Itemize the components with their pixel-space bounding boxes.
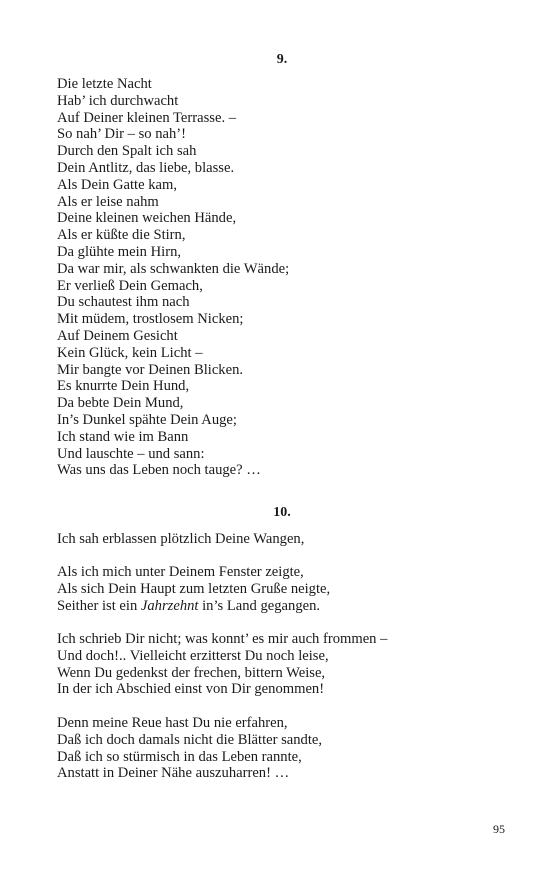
poem-line: Die letzte Nacht <box>57 76 152 92</box>
poem-number: 9. <box>276 52 288 67</box>
poem-10-stanza <box>57 715 527 782</box>
poem-line: Hab’ ich durchwacht <box>57 92 179 109</box>
poem-line: Da bebte Dein Mund, <box>57 395 184 412</box>
poem-line: Auf Deiner kleinen Terrasse. – <box>57 109 237 126</box>
poem-line <box>57 598 527 615</box>
poem-line: Als er küßte die Stirn, <box>57 227 186 244</box>
poem-line: Dein Antlitz, das liebe, blasse. <box>57 159 235 176</box>
poem-line: Deine kleinen weichen Hände, <box>57 210 237 227</box>
poem-line: Als sich Dein Haupt zum letzten Gruße neigte, <box>57 580 331 597</box>
poem-line: Da glühte mein Hirn, <box>57 243 182 260</box>
poem-line: Als er leise nahm <box>57 193 159 210</box>
poem-line: Da war mir, als schwankten die Wände; <box>57 260 290 277</box>
poem-line: Ich schrieb Dir nicht; was konnt’ es mir auch frommen – <box>57 631 388 647</box>
poem-line: Daß ich doch damals nicht die Blätter sandte, <box>57 731 323 748</box>
poem-10-stanza <box>57 631 527 698</box>
italic-word: Jahrzehnt <box>140 597 199 614</box>
poem-line: In’s Dunkel spähte Dein Auge; <box>57 411 237 428</box>
poem-line: Kein Glück, kein Licht – <box>57 344 203 361</box>
poem-line: Anstatt in Deiner Nähe auszuharren! … <box>57 765 290 782</box>
poem-10-stanza <box>57 531 527 548</box>
poem-line: Als ich mich unter Deinem Fenster zeigte, <box>57 564 304 580</box>
poem-line: Mir bangte vor Deinen Blicken. <box>57 361 244 378</box>
poem-line: Er verließ Dein Gemach, <box>57 277 203 294</box>
poem-line: Was uns das Leben noch tauge? … <box>57 462 261 479</box>
page-number: 95 <box>493 822 505 836</box>
poem-line: Denn meine Reue hast Du nie erfahren, <box>57 715 288 731</box>
line-text: in’s Land gegangen. <box>198 597 321 614</box>
poem-line: Ich sah erblassen plötzlich Deine Wangen, <box>57 531 305 547</box>
poem-line: Als Dein Gatte kam, <box>57 176 177 193</box>
line-text: Seither ist ein <box>57 597 141 614</box>
poem-line: Und lauschte – und sann: <box>57 445 205 462</box>
poem-line: Mit müdem, trostlosem Nicken; <box>57 311 244 328</box>
poem-line: Und doch!.. Vielleicht erzitterst Du noch leise, <box>57 647 329 664</box>
poem-line: Du schautest ihm nach <box>57 294 190 311</box>
poem-9-stanza <box>57 76 527 479</box>
poem-line: So nah’ Dir – so nah’! <box>57 126 187 143</box>
poem-number: 10. <box>273 505 291 520</box>
poem-10-stanza <box>57 564 527 614</box>
poem-line: Durch den Spalt ich sah <box>57 143 197 160</box>
poem-line: In der ich Abschied einst von Dir genommen! <box>57 681 325 698</box>
poem-line: Daß ich so stürmisch in das Leben rannte, <box>57 748 302 765</box>
poem-line: Auf Deinem Gesicht <box>57 327 178 344</box>
poem-line: Wenn Du gedenkst der frechen, bittern Weise, <box>57 664 326 681</box>
poem-line: Es knurrte Dein Hund, <box>57 378 190 395</box>
poem-line: Ich stand wie im Bann <box>57 428 189 445</box>
